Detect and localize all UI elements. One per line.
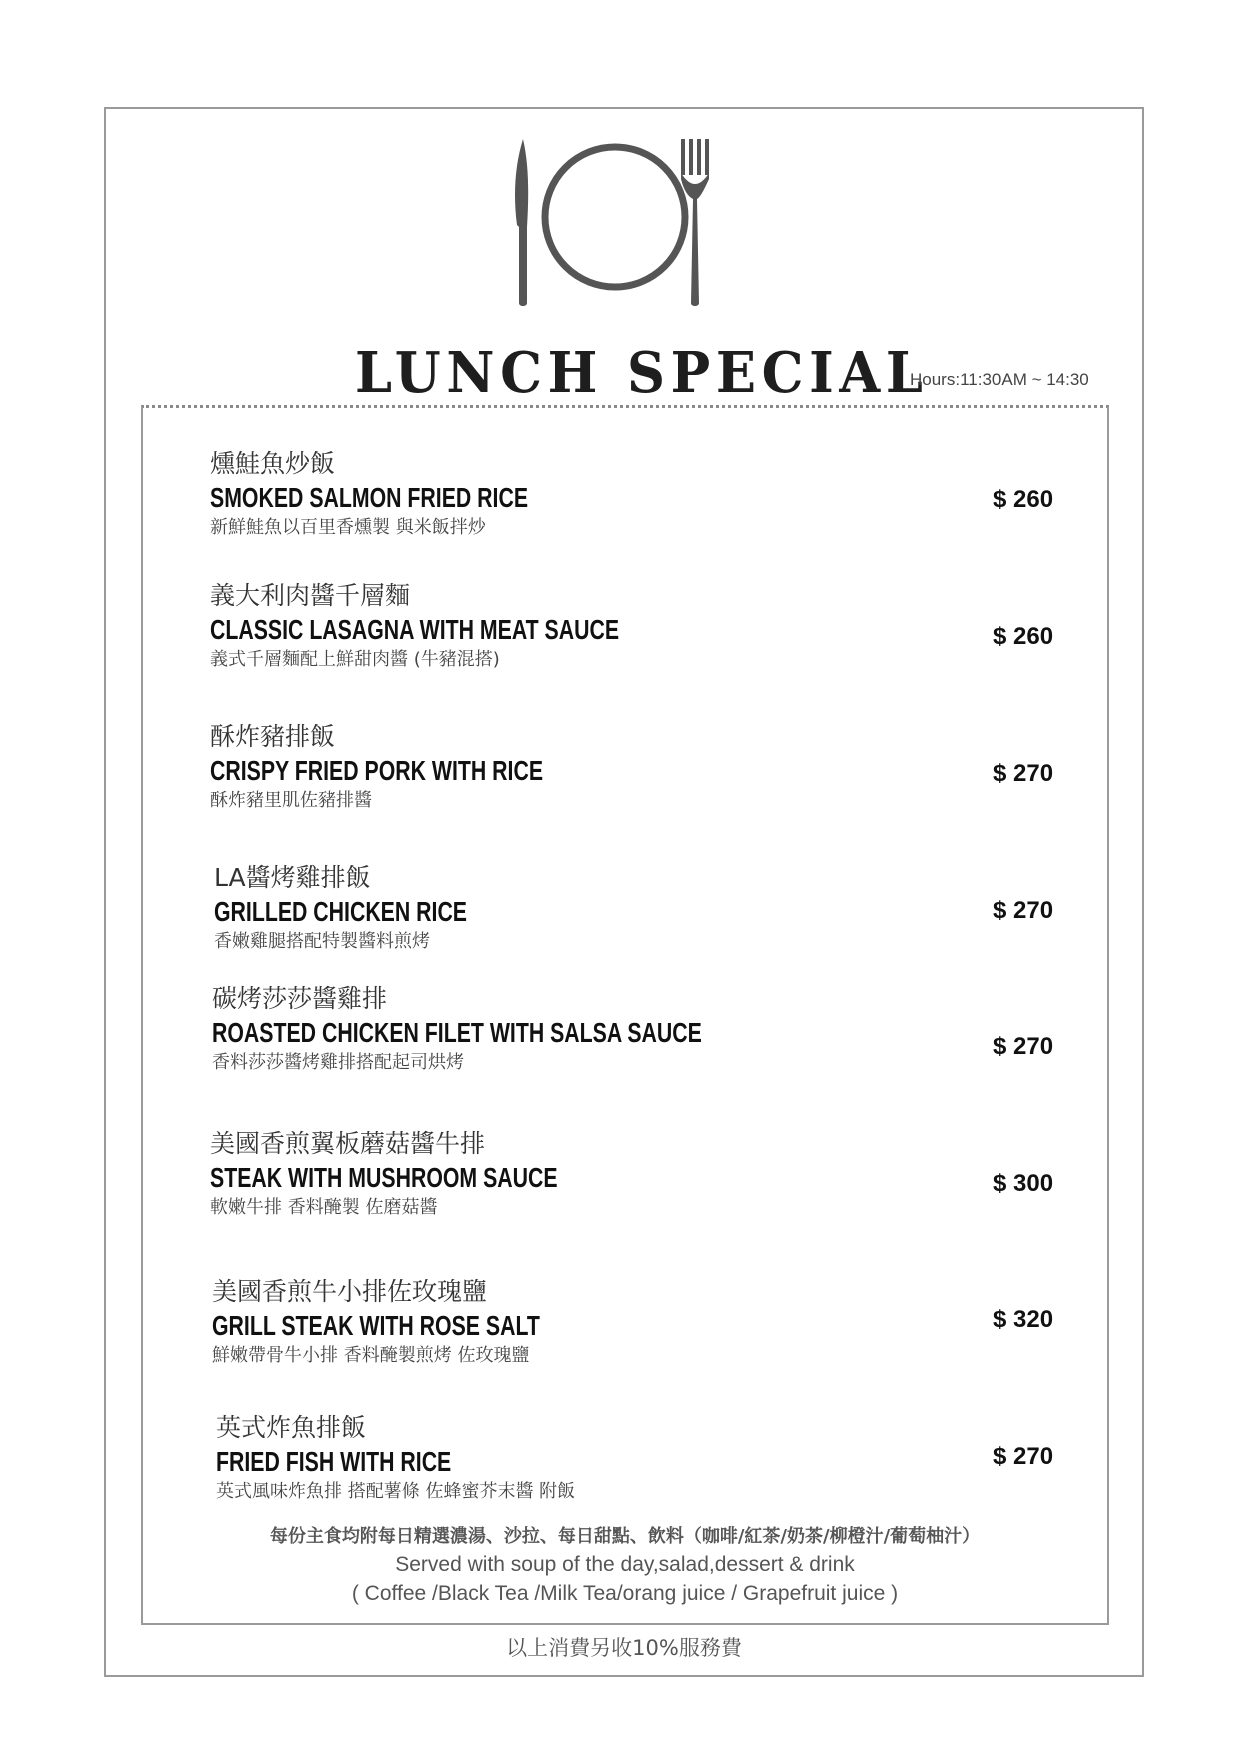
menu-item	[212, 983, 1072, 1075]
item-description: 鮮嫩帶骨牛小排 香料醃製煎烤 佐玫瑰鹽	[212, 1345, 530, 1366]
item-description: 新鮮鮭魚以百里香燻製 與米飯拌炒	[210, 517, 486, 538]
item-name-en: CLASSIC LASAGNA WITH MEAT SAUCE	[210, 614, 620, 645]
item-name-zh: 酥炸豬排飯	[210, 722, 336, 751]
item-name-en: ROASTED CHICKEN FILET WITH SALSA SAUCE	[212, 1017, 702, 1048]
menu-item	[214, 862, 1074, 954]
item-price: $ 270	[993, 897, 1054, 924]
included-items-note-en: Served with soup of the day,salad,dessert & drink	[395, 1553, 855, 1576]
item-name-en: GRILLED CHICKEN RICE	[214, 896, 468, 927]
menu-item	[210, 721, 1070, 813]
item-name-zh: LA醬烤雞排飯	[214, 863, 371, 892]
menu-item	[216, 1412, 1076, 1504]
item-price: $ 260	[993, 486, 1054, 513]
item-price: $ 270	[993, 760, 1054, 787]
item-description: 香嫩雞腿搭配特製醬料煎烤	[214, 931, 430, 952]
item-price: $ 260	[993, 623, 1054, 650]
menu-item	[210, 1128, 1070, 1220]
item-name-en: STEAK WITH MUSHROOM SAUCE	[210, 1162, 558, 1193]
item-name-zh: 義大利肉醬千層麵	[210, 581, 411, 610]
item-price: $ 270	[993, 1033, 1054, 1060]
item-price: $ 300	[993, 1170, 1054, 1197]
item-name-zh: 燻鮭魚炒飯	[210, 449, 336, 478]
item-name-en: FRIED FISH WITH RICE	[216, 1446, 452, 1477]
item-description: 英式風味炸魚排 搭配薯條 佐蜂蜜芥末醬 附飯	[216, 1481, 576, 1502]
included-items-note-zh: 每份主食均附每日精選濃湯、沙拉、每日甜點、飲料（咖啡/紅茶/奶茶/柳橙汁/葡萄柚汁）	[269, 1526, 981, 1547]
item-name-en: CRISPY FRIED PORK WITH RICE	[210, 755, 544, 786]
item-name-zh: 美國香煎牛小排佐玫瑰鹽	[212, 1277, 488, 1306]
item-description: 香料莎莎醬烤雞排搭配起司烘烤	[212, 1052, 464, 1073]
menu-item	[212, 1276, 1072, 1368]
item-price: $ 320	[993, 1306, 1054, 1333]
item-name-zh: 碳烤莎莎醬雞排	[212, 984, 388, 1013]
item-name-zh: 英式炸魚排飯	[216, 1413, 367, 1442]
item-name-en: GRILL STEAK WITH ROSE SALT	[212, 1310, 540, 1341]
item-name-zh: 美國香煎翼板蘑菇醬牛排	[210, 1129, 486, 1158]
service-charge-note: 以上消費另收10%服務費	[506, 1636, 742, 1660]
menu-item	[210, 580, 1070, 672]
item-description: 義式千層麵配上鮮甜肉醬 (牛豬混搭)	[210, 649, 500, 670]
page-title: LUNCH SPECIAL	[355, 340, 929, 406]
drink-options-note: ( Coffee /Black Tea /Milk Tea/orang juice / Grapefruit juice )	[351, 1582, 899, 1605]
plate-knife-fork-icon	[505, 135, 725, 310]
item-price: $ 270	[993, 1443, 1054, 1470]
opening-hours: Hours:11:30AM ~ 14:30	[910, 370, 1089, 389]
item-description: 酥炸豬里肌佐豬排醬	[210, 790, 372, 811]
item-description: 軟嫩牛排 香料醃製 佐磨菇醬	[210, 1197, 438, 1218]
item-name-en: SMOKED SALMON FRIED RICE	[210, 482, 529, 513]
menu-item	[210, 448, 1070, 540]
